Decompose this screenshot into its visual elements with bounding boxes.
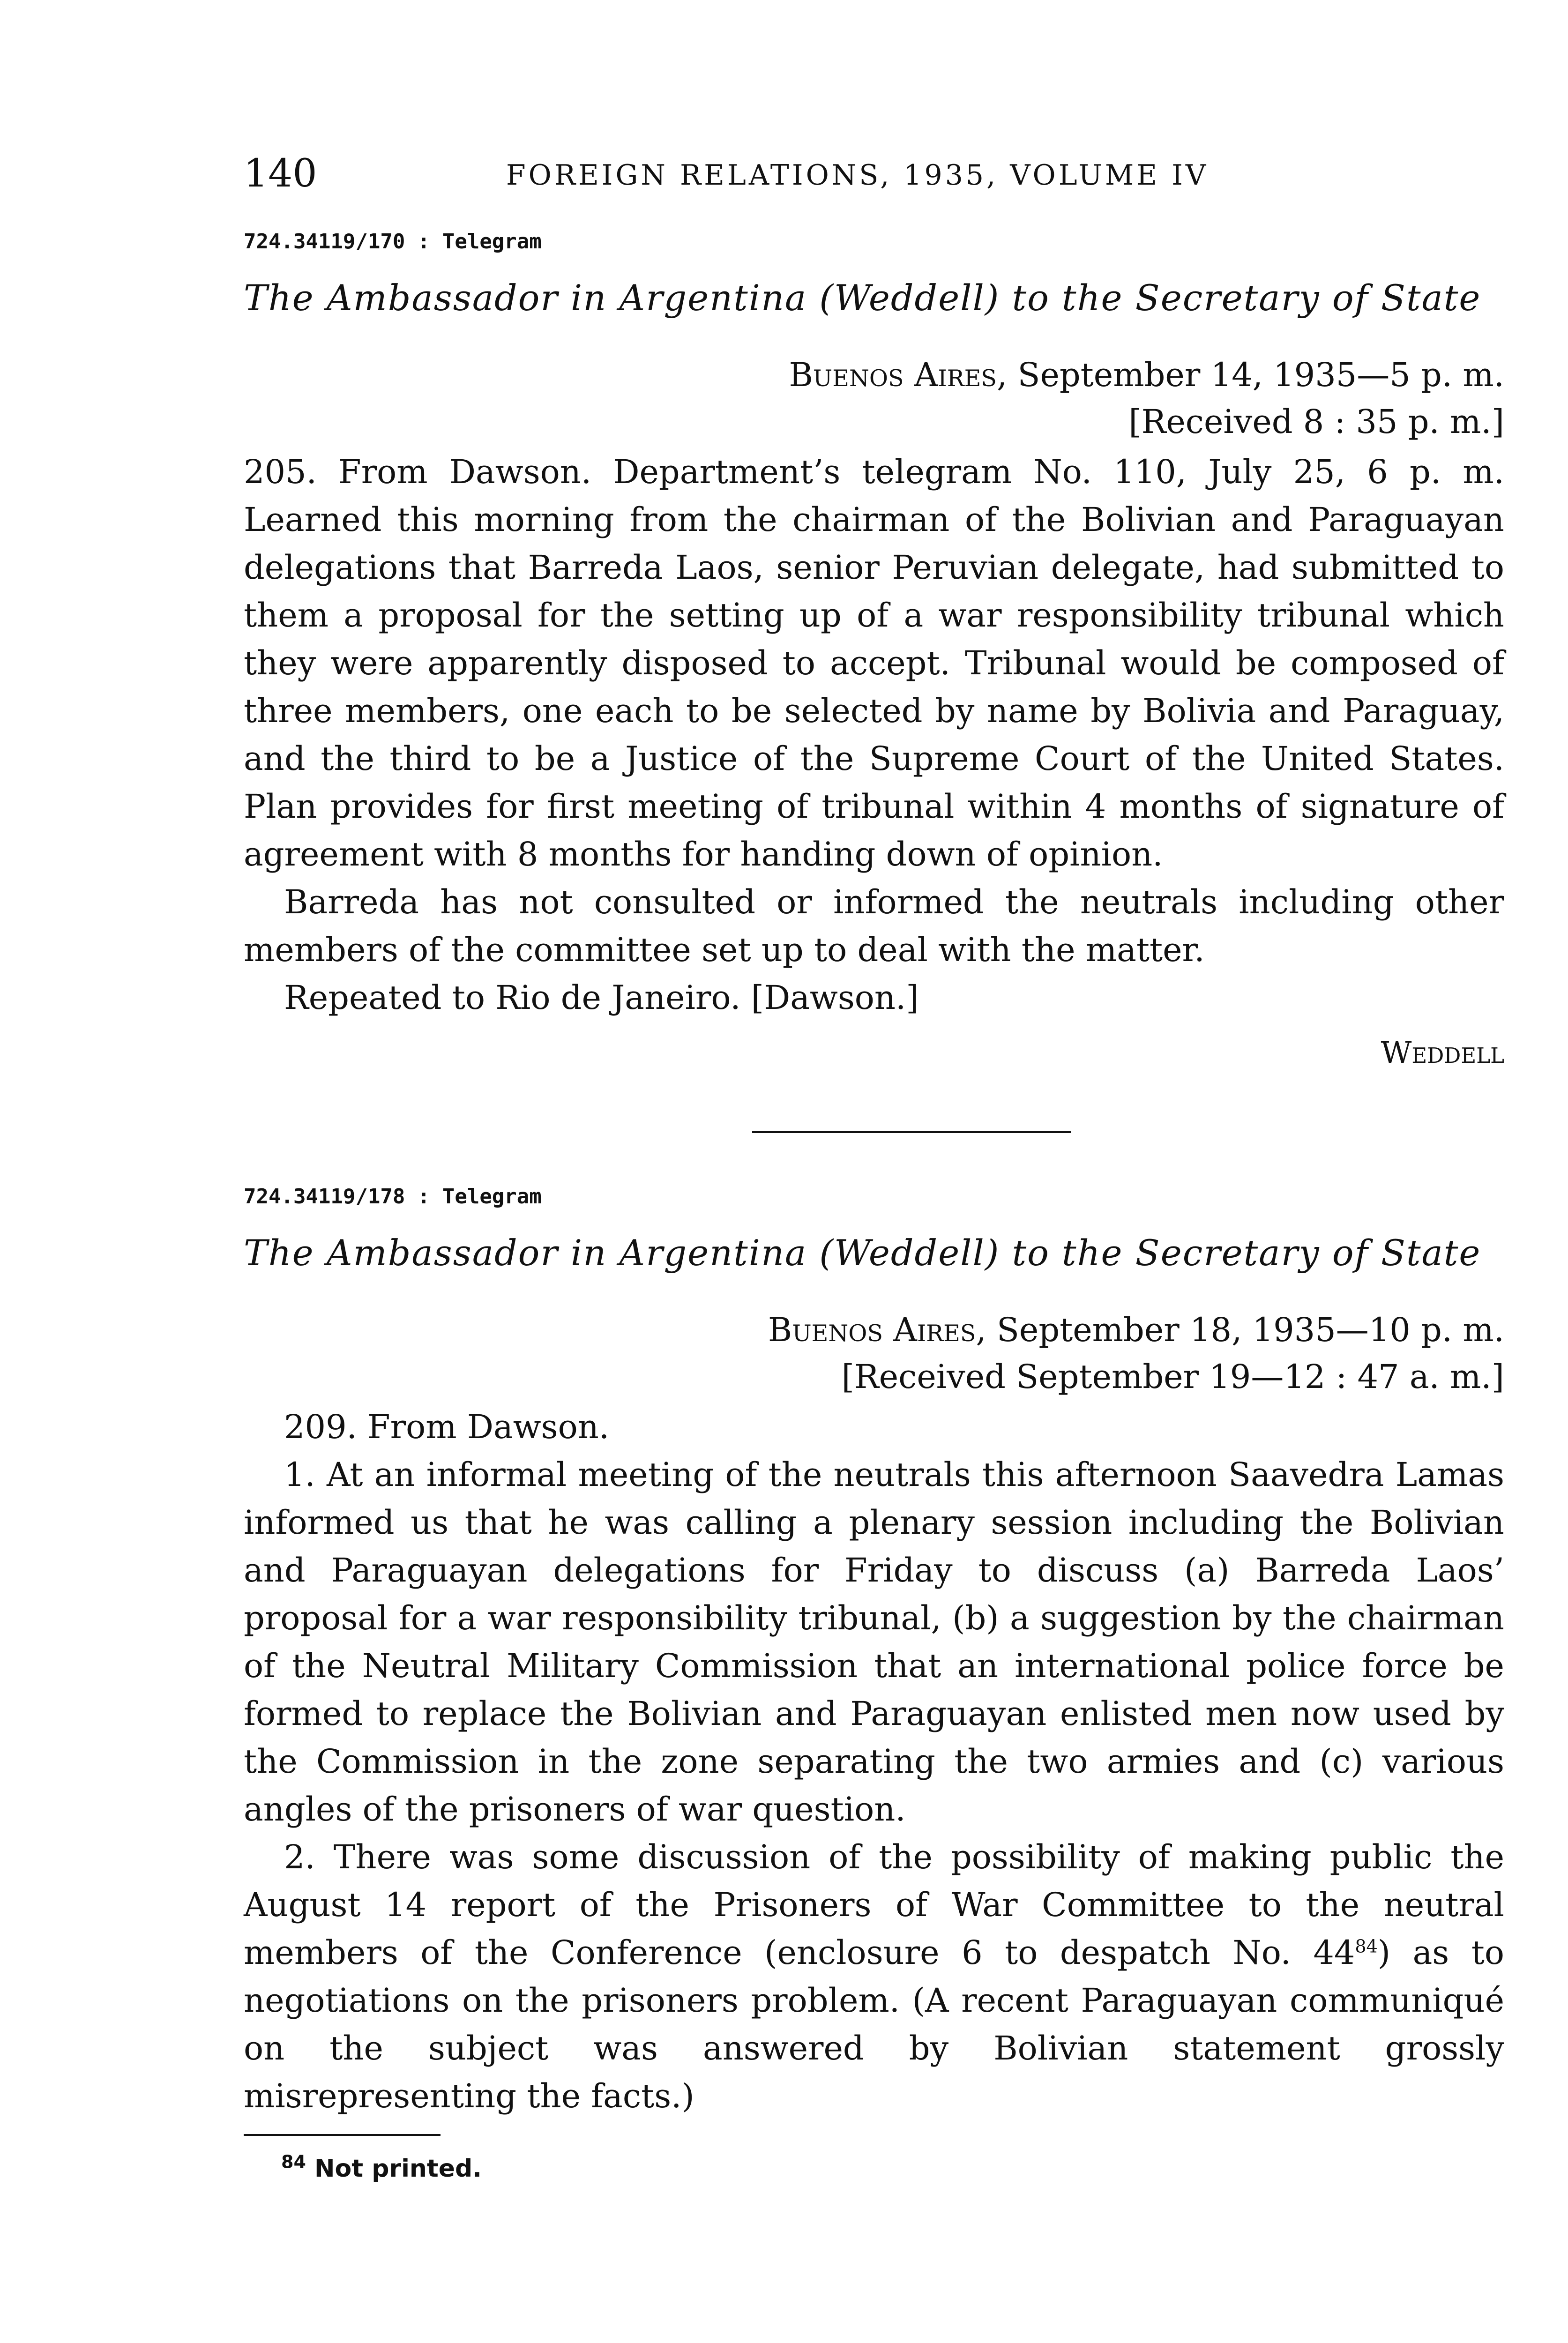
paragraph: 209. From Dawson. (284, 1408, 610, 1446)
dateline (244, 351, 1504, 445)
paragraph (244, 1833, 1504, 2120)
document-title: The Ambassador in Argentina (Weddell) to the Secretary of State (244, 277, 1481, 319)
footnote-reference: 84 (1355, 1936, 1378, 1957)
paragraph: 205. From Dawson. Department’s telegram No. 110, July 25, 6 p. m. Learned this morning from the chairman of the Bolivian and Paraguayan delegations that Barreda Laos, senior Peruvian delegate, had submitted to them a proposal for the setting up of a war responsibility tribunal which they were apparently disposed to accept. Tribunal would be composed of three members, one each to be selected by name by Bolivia and Paraguay, and the third to be a Justice of the Supreme Court of the United States. Plan provides for first meeting of tribunal within 4 months of signature of agreement with 8 months for handing down of opinion. (244, 453, 1504, 873)
file-reference: 724.34119/170 : Telegram (244, 230, 542, 254)
paragraph-text: 2. There was some discussion of the possibility of making public the August 14 report of the Prisoners of War Committee to the neutral members of the Conference (enclosure 6 to despatch No. 44 (244, 1838, 1504, 1972)
section-divider (752, 1131, 1071, 1133)
signature: Weddell (1381, 1036, 1504, 1070)
file-reference: 724.34119/178 : Telegram (244, 1185, 542, 1209)
document-title: The Ambassador in Argentina (Weddell) to the Secretary of State (244, 1232, 1481, 1274)
dateline-place: Buenos Aires, (768, 1311, 986, 1349)
running-head (244, 151, 1504, 211)
paragraph: 1. At an informal meeting of the neutrals this afternoon Saavedra Lamas informed us that he was calling a plenary session including the Bolivian and Paraguayan delegations for Friday to discuss (a) Barreda Laos’ proposal for a war responsibility tribunal, (b) a suggestion by the chairman of the Neutral Military Commission that an international police force be formed to replace the Bolivian and Paraguayan enlisted men now used by the Commission in the zone separating the two armies and (c) various angles of the prisoners of war question. (244, 1455, 1504, 1828)
paragraph: Repeated to Rio de Janeiro. [Dawson.] (284, 978, 919, 1017)
running-title: FOREIGN RELATIONS, 1935, VOLUME IV (506, 159, 1209, 192)
dateline-date: September 18, 1935—10 p. m. (996, 1311, 1504, 1349)
received-note: [Received 8 : 35 p. m.] (1128, 403, 1504, 441)
document-page (244, 151, 1504, 2183)
page-number: 140 (244, 151, 317, 196)
paragraph: Barreda has not consulted or informed the neutrals including other members of the committee set up to deal with the matter. (244, 883, 1504, 969)
received-note: [Received September 19—12 : 47 a. m.] (841, 1358, 1504, 1396)
dateline-date: September 14, 1935—5 p. m. (1017, 356, 1504, 394)
dateline-place: Buenos Aires, (789, 356, 1008, 394)
footnote-rule (244, 2134, 441, 2136)
dateline (244, 1306, 1504, 1400)
footnote (281, 2151, 1504, 2183)
paragraph-text: ) as to negotiations on the prisoners problem. (A recent Paraguayan communiqué on the subject was answered by Bolivian statement grossly misrepresenting the facts.) (244, 1933, 1504, 2115)
footnote-text: Not printed. (314, 2155, 482, 2183)
footnote-marker: 84 (281, 2151, 306, 2172)
